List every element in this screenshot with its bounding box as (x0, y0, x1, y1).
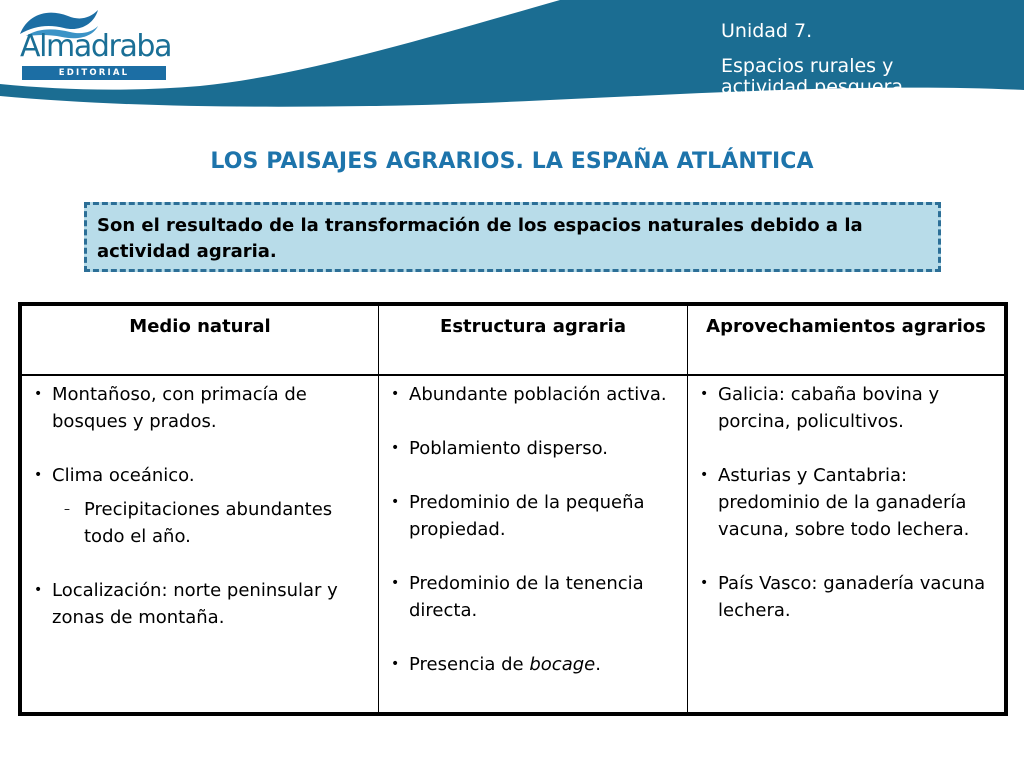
list-item: • Localización: norte peninsular y zonas de montaña. (30, 577, 370, 631)
unit-info (721, 20, 981, 98)
header-aprovechamientos: Aprovechamientos agrarios (688, 306, 1005, 375)
sub-list-item: – Precipitaciones abundantes todo el año. (30, 496, 370, 550)
list-item: • País Vasco: ganadería vacuna lechera. (696, 570, 996, 624)
cell-estructura-agraria (379, 375, 688, 713)
list-item: • Abundante población activa. (387, 381, 679, 408)
bocage-prefix: Presencia de (409, 653, 530, 675)
header-medio-natural: Medio natural (22, 306, 379, 375)
bocage-suffix: . (595, 653, 601, 675)
publisher-logo (18, 6, 170, 80)
unit-subtitle: Espacios rurales y actividad pesquera (721, 55, 904, 98)
list-item: • Predominio de la tenencia directa. (387, 570, 679, 624)
list-item: • Asturias y Cantabria: predominio de la ganadería vacuna, sobre todo lechera. (696, 462, 996, 543)
definition-box: Son el resultado de la transformación de los espacios naturales debido a la actividad agraria. (84, 202, 941, 272)
table-row (22, 375, 1005, 713)
logo-name: Almadraba (20, 29, 172, 64)
table-header-row (22, 306, 1005, 375)
cell-aprovechamientos (688, 375, 1005, 713)
list-item: • Predominio de la pequeña propiedad. (387, 489, 679, 543)
list-item: • Montañoso, con primacía de bosques y prados. (30, 381, 370, 435)
list-item: • Poblamiento disperso. (387, 435, 679, 462)
header-estructura-agraria: Estructura agraria (379, 306, 688, 375)
unit-label: Unidad 7. (721, 20, 813, 42)
page-title: LOS PAISAJES AGRARIOS. LA ESPAÑA ATLÁNTICA (210, 149, 814, 174)
logo-subname: EDITORIAL (22, 66, 166, 80)
bocage-term: bocage (529, 653, 596, 675)
cell-medio-natural (22, 375, 379, 713)
header-band (0, 0, 1024, 120)
list-item (387, 651, 679, 678)
landscape-table (18, 302, 1008, 716)
list-item: • Galicia: cabaña bovina y porcina, policultivos. (696, 381, 996, 435)
list-item: • Clima oceánico. (30, 462, 370, 489)
